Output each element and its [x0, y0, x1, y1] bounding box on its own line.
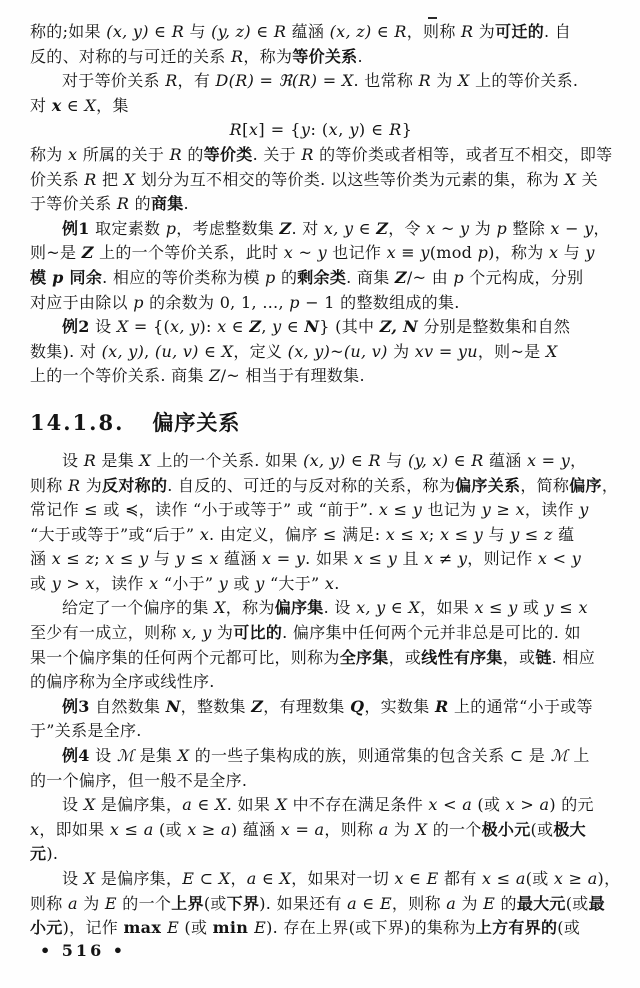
text-line: 的一个偏序，但一般不是全序.: [30, 770, 248, 790]
text-line: 设 R 是集 X 上的一个关系. 如果 (x, y) ∈ R 与 (y, x) ∈ R 蕴涵 x = y，: [62, 450, 587, 470]
text-line: 至少有一成立，则称 x, y 为可比的. 偏序集中任何两个元并非总是可比的. 如: [30, 623, 581, 643]
text-line: 上的一个等价关系. 商集 Z/~ 相当于有理数集.: [30, 366, 365, 386]
text-line: x，即如果 x ≤ a (或 x ≥ a) 蕴涵 x = a，则称 a 为 X 的一个极小元(或极大: [30, 819, 586, 839]
text-line: 小元)，记作 max E (或 min E). 存在上界(或下界)的集称为上方有界的(或: [30, 918, 581, 938]
scan-artifact-dash: [428, 17, 437, 19]
text-line: “大于或等于”或“后于” x. 由定义，偏序 ≤ 满足: x ≤ x; x ≤ y 与 y ≤ z 蕴: [30, 524, 575, 544]
section-title: 偏序关系: [152, 409, 241, 435]
text-line: 价关系 R 把 X 划分为互不相交的等价类. 以这些等价类为元素的集，称为 X 关: [30, 169, 598, 189]
text-line: 给定了一个偏序的集 X，称为偏序集. 设 x, y ∈ X，如果 x ≤ y 或 y ≤ x: [62, 598, 588, 618]
text-line: 于”关系是全序.: [30, 721, 142, 741]
text-line: 常记作 ≤ 或 ≼，读作 “小于或等于” 或 “前于”. x ≤ y 也记为 y ≥ x，读作 y: [30, 500, 589, 520]
text-line: 或 y > x，读作 x “小于” y 或 y “大于” x.: [30, 573, 340, 593]
text-line: 例4 设 ℳ 是集 X 的一些子集构成的族，则通常集的包含关系 ⊂ 是 ℳ 上: [62, 746, 590, 766]
text-line: 则~是 Z 上的一个等价关系，此时 x ~ y 也记作 x ≡ y(mod p)，称为 x 与 y: [30, 243, 595, 263]
text-line: 称的;如果 (x, y) ∈ R 与 (y, z) ∈ R 蕴涵 (x, z) ∈ R，则称 R 为可迁的. 自: [30, 22, 572, 41]
text-line: 模 p 同余. 相应的等价类称为模 p 的剩余类. 商集 Z/~ 由 p 个元构成，分别: [30, 267, 584, 287]
page-number: • 516 •: [40, 941, 126, 960]
text-line: 设 X 是偏序集，a ∈ X. 如果 X 中不存在满足条件 x < a (或 x > a) 的元: [62, 795, 594, 815]
text-line: 例2 设 X = {(x, y): x ∈ Z, y ∈ N} (其中 Z, N 分别是整数集和自然: [62, 317, 571, 337]
text-line: 数集). 对 (x, y), (u, v) ∈ X，定义 (x, y)~(u, v) 为 xv = yu，则~是 X: [30, 341, 558, 361]
text-line: 元).: [30, 844, 59, 864]
text-line: 于等价关系 R 的商集.: [30, 194, 189, 214]
formula-line: R[x] = {y: (x, y) ∈ R}: [229, 120, 413, 140]
text-line: 涵 x ≤ z; x ≤ y 与 y ≤ x 蕴涵 x = y. 如果 x ≤ y 且 x ≠ y，则记作 x < y: [30, 549, 582, 569]
text-line: 对 x ∈ X，集: [30, 95, 129, 115]
text-line: 果一个偏序集的任何两个元都可比，则称为全序集，或线性有序集，或链. 相应: [30, 647, 596, 667]
text-line: 对于等价关系 R，有 D(R) = ℜ(R) = X. 也常称 R 为 X 上的等价关系.: [62, 71, 579, 91]
text-line: 称为 x 所属的关于 R 的等价类. 关于 R 的等价类或者相等，或者互不相交，即等: [30, 144, 613, 164]
text-line: 对应于由除以 p 的余数为 0, 1, …, p − 1 的整数组成的集.: [30, 292, 460, 312]
text-line: 例3 自然数集 N，整数集 Z，有理数集 Q，实数集 R 上的通常“小于或等: [62, 696, 593, 716]
text-line: 例1 取定素数 p，考虑整数集 Z. 对 x, y ∈ Z，令 x ~ y 为 p 整除 x − y，: [62, 218, 610, 238]
text-line: 反的、对称的与可迁的关系 R，称为等价关系.: [30, 46, 363, 66]
section-heading: [30, 407, 612, 437]
text-line: 则称 R 为反对称的. 自反的、可迁的与反对称的关系，称为偏序关系，简称偏序，: [30, 475, 619, 495]
section-number: 14.1.8.: [30, 409, 125, 435]
text-line: 的偏序称为全序或线性序.: [30, 672, 215, 692]
text-line: 设 X 是偏序集，E ⊂ X，a ∈ X，如果对一切 x ∈ E 都有 x ≤ a(或 x ≥ a)，: [62, 869, 621, 888]
text-line: 则称 a 为 E 的一个上界(或下界). 如果还有 a ∈ E，则称 a 为 E 的最大元(或最: [30, 893, 605, 913]
page-content: [30, 20, 621, 941]
